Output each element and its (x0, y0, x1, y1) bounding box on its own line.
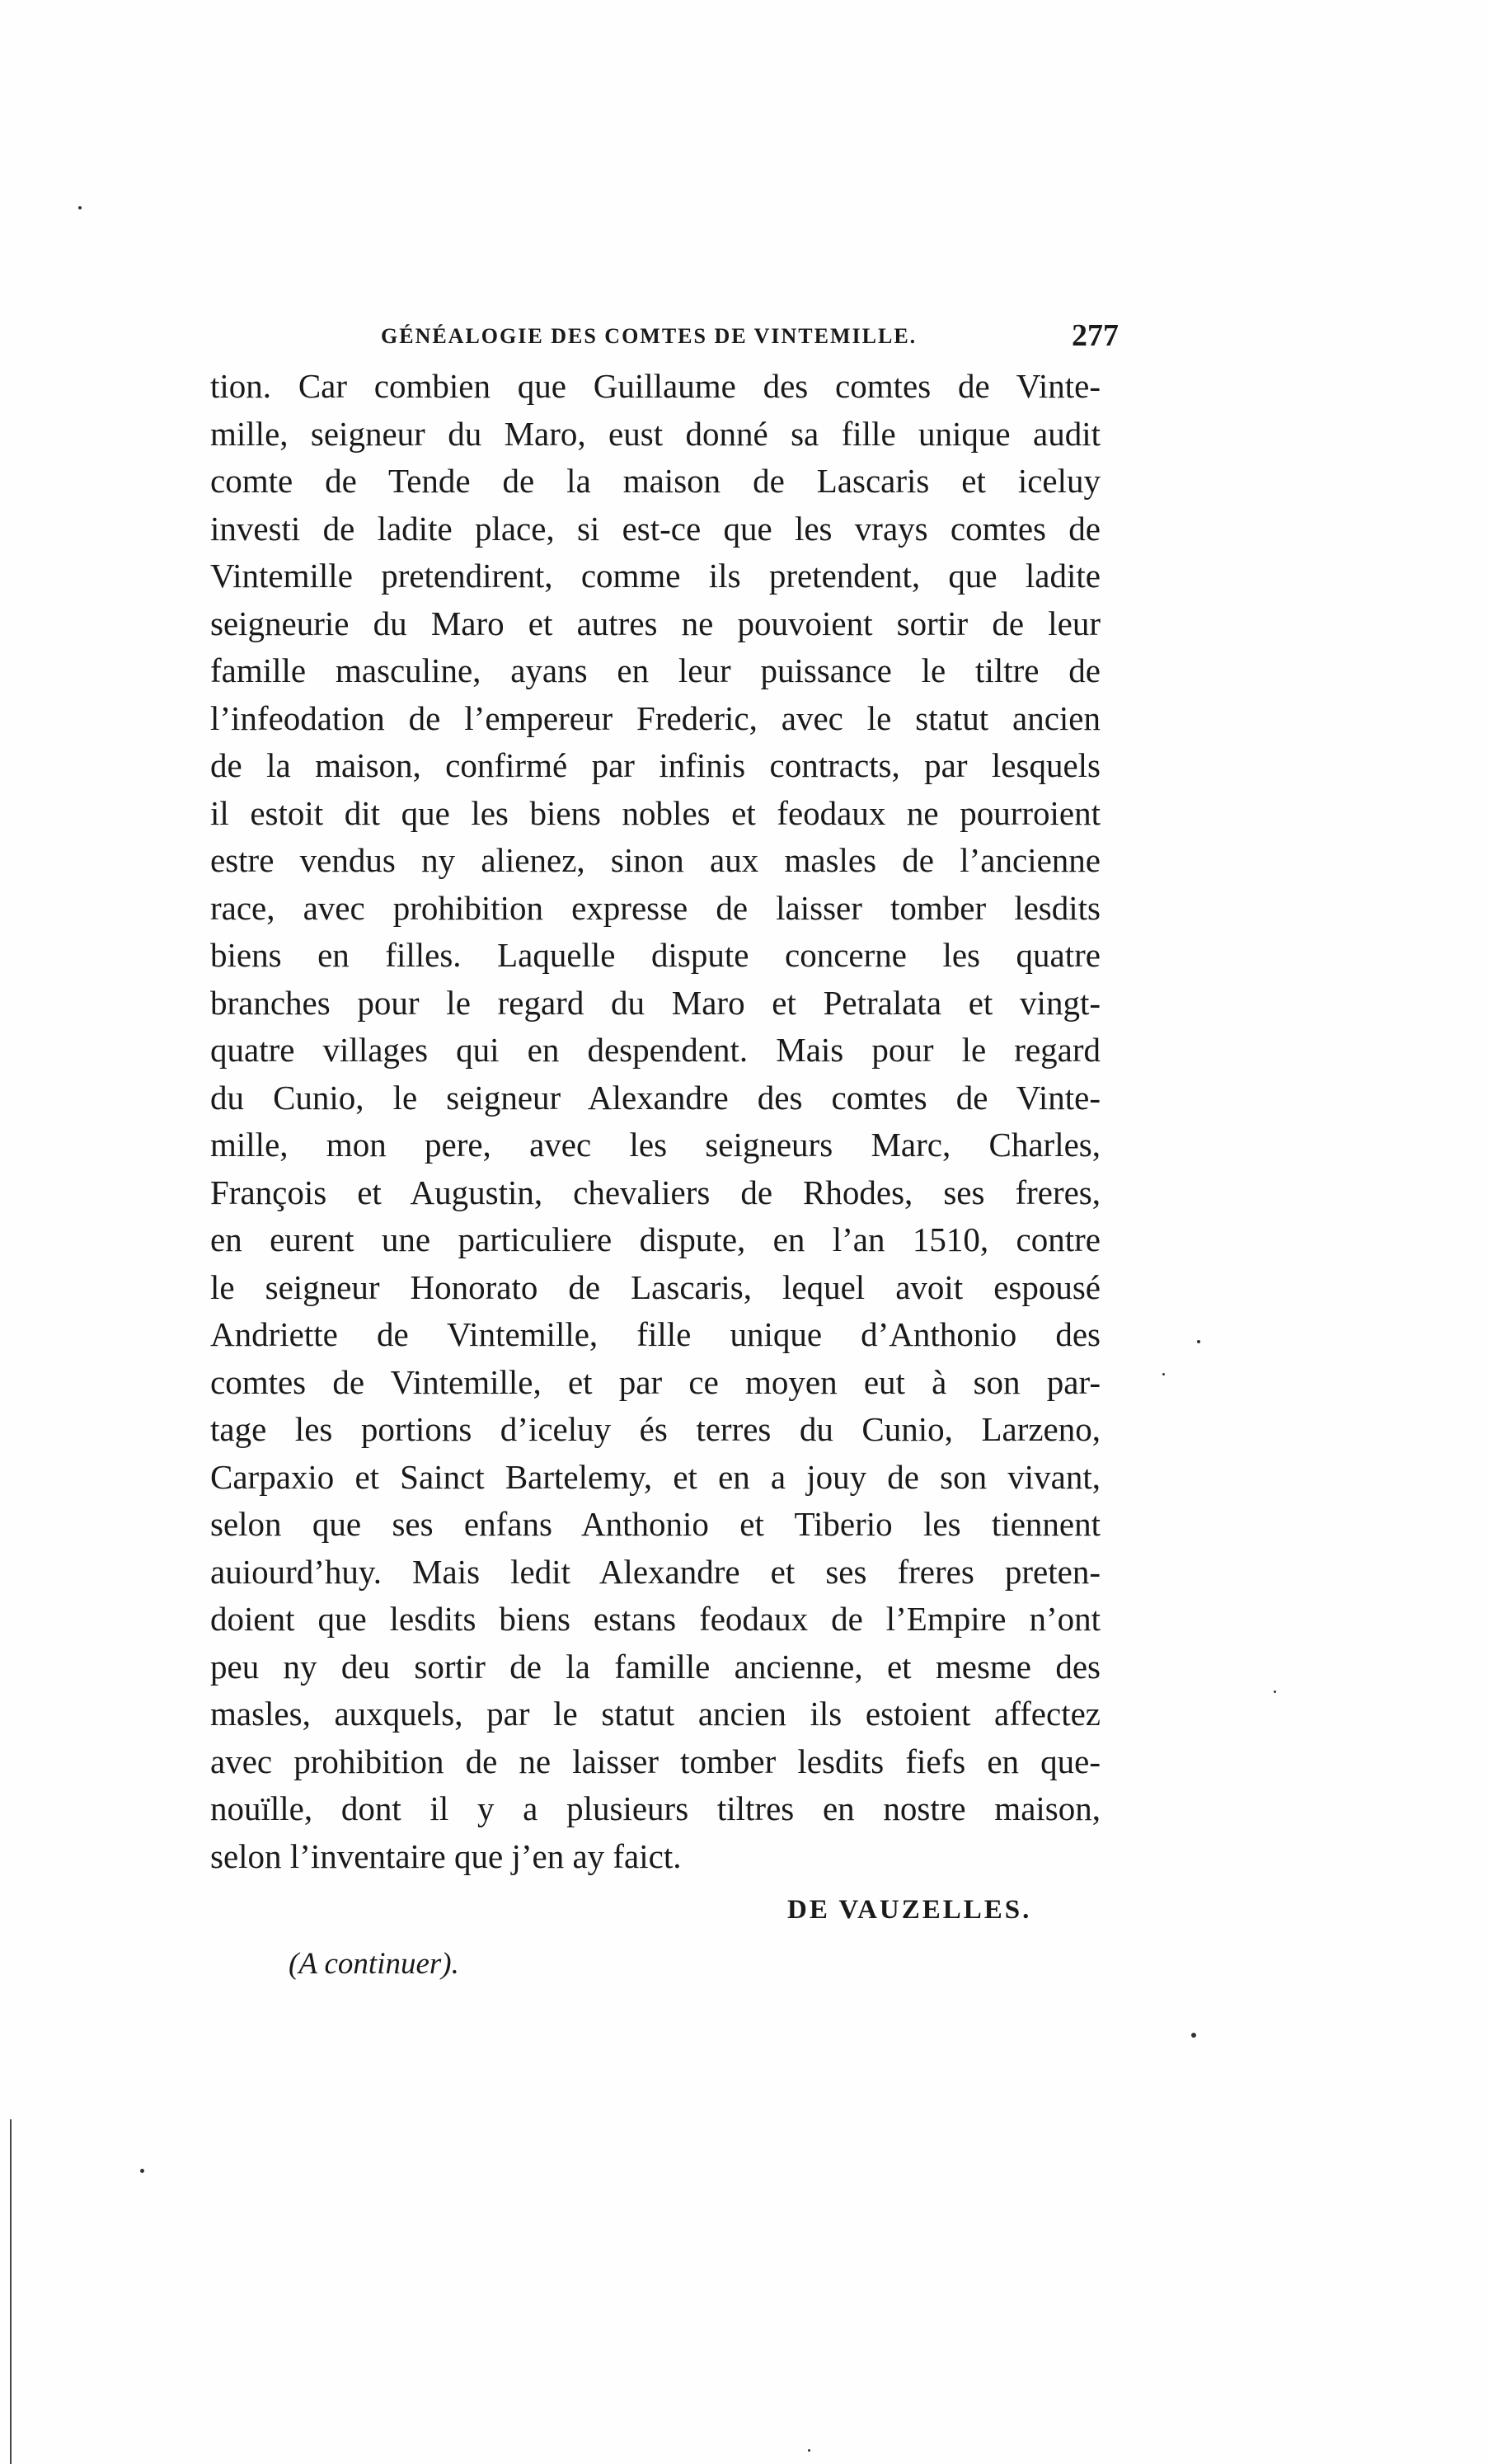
body-text (210, 363, 1101, 1880)
author-signature: DE VAUZELLES. (787, 1895, 1032, 1925)
scan-margin-line (10, 2119, 12, 2464)
text-line: Carpaxio et Sainct Bartelemy, et en a jouy de son vivant, (210, 1457, 1101, 1496)
scan-speck (1191, 2033, 1196, 2038)
text-line: nouïlle, dont il y a plusieurs tiltres en nostre maison, (210, 1789, 1101, 1827)
text-line: comte de Tende de la maison de Lascaris et iceluy (210, 462, 1101, 500)
scan-speck (808, 2449, 810, 2452)
scan-speck (1197, 1340, 1200, 1343)
text-line: François et Augustin, chevaliers de Rhodes, ses freres, (210, 1173, 1101, 1211)
text-line: Andriette de Vintemille, fille unique d’Anthonio des (210, 1315, 1101, 1353)
running-title: GÉNÉALOGIE DES COMTES DE VINTEMILLE. (381, 324, 918, 348)
text-line: auiourd’huy. Mais ledit Alexandre et ses freres preten- (210, 1552, 1101, 1591)
text-line: le seigneur Honorato de Lascaris, lequel avoit espousé (210, 1267, 1101, 1306)
scan-speck (1162, 1373, 1165, 1375)
scan-speck (140, 2169, 144, 2173)
text-line: doient que lesdits biens estans feodaux de l’Empire n’ont (210, 1600, 1101, 1638)
text-line: de la maison, confirmé par infinis contracts, par lesquels (210, 746, 1101, 784)
text-line: branches pour le regard du Maro et Petralata et vingt- (210, 983, 1101, 1022)
text-line: l’infeodation de l’empereur Frederic, avec le statut ancien (210, 698, 1101, 737)
text-line: quatre villages qui en despendent. Mais pour le regard (210, 1031, 1101, 1069)
text-line: seigneurie du Maro et autres ne pouvoient sortir de leur (210, 604, 1101, 642)
page-number: 277 (1072, 318, 1119, 353)
text-line: biens en filles. Laquelle dispute concerne les quatre (210, 936, 1101, 974)
text-line: famille masculine, ayans en leur puissance le tiltre de (210, 651, 1101, 689)
continuation-note: (A continuer). (289, 1947, 459, 1981)
text-line: investi de ladite place, si est-ce que les vrays comtes de (210, 509, 1101, 548)
text-line: race, avec prohibition expresse de laisser tomber lesdits (210, 888, 1101, 927)
text-line: estre vendus ny alienez, sinon aux masles de l’ancienne (210, 841, 1101, 879)
text-line: il estoit dit que les biens nobles et feodaux ne pourroient (210, 793, 1101, 832)
text-line: du Cunio, le seigneur Alexandre des comtes de Vinte- (210, 1078, 1101, 1117)
text-line: tage les portions d’iceluy és terres du Cunio, Larzeno, (210, 1410, 1101, 1448)
scan-speck (1274, 1690, 1276, 1693)
text-line: en eurent une particuliere dispute, en l’an 1510, contre (210, 1220, 1101, 1258)
text-line: peu ny deu sortir de la famille ancienne, et mesme des (210, 1647, 1101, 1686)
text-line: comtes de Vintemille, et par ce moyen eut à son par- (210, 1362, 1101, 1401)
text-line: selon que ses enfans Anthonio et Tiberio les tiennent (210, 1505, 1101, 1543)
scan-speck (78, 206, 82, 209)
text-line: mille, mon pere, avec les seigneurs Marc, Charles, (210, 1126, 1101, 1164)
running-header (381, 317, 1119, 359)
text-line: masles, auxquels, par le statut ancien ils estoient affectez (210, 1695, 1101, 1733)
text-line: mille, seigneur du Maro, eust donné sa fille unique audit (210, 414, 1101, 453)
text-line: avec prohibition de ne laisser tomber lesdits fiefs en que- (210, 1742, 1101, 1780)
text-line: tion. Car combien que Guillaume des comtes de Vinte- (210, 367, 1101, 405)
text-line: selon l’inventaire que j’en ay faict. (210, 1836, 682, 1875)
text-line: Vintemille pretendirent, comme ils pretendent, que ladite (210, 557, 1101, 595)
